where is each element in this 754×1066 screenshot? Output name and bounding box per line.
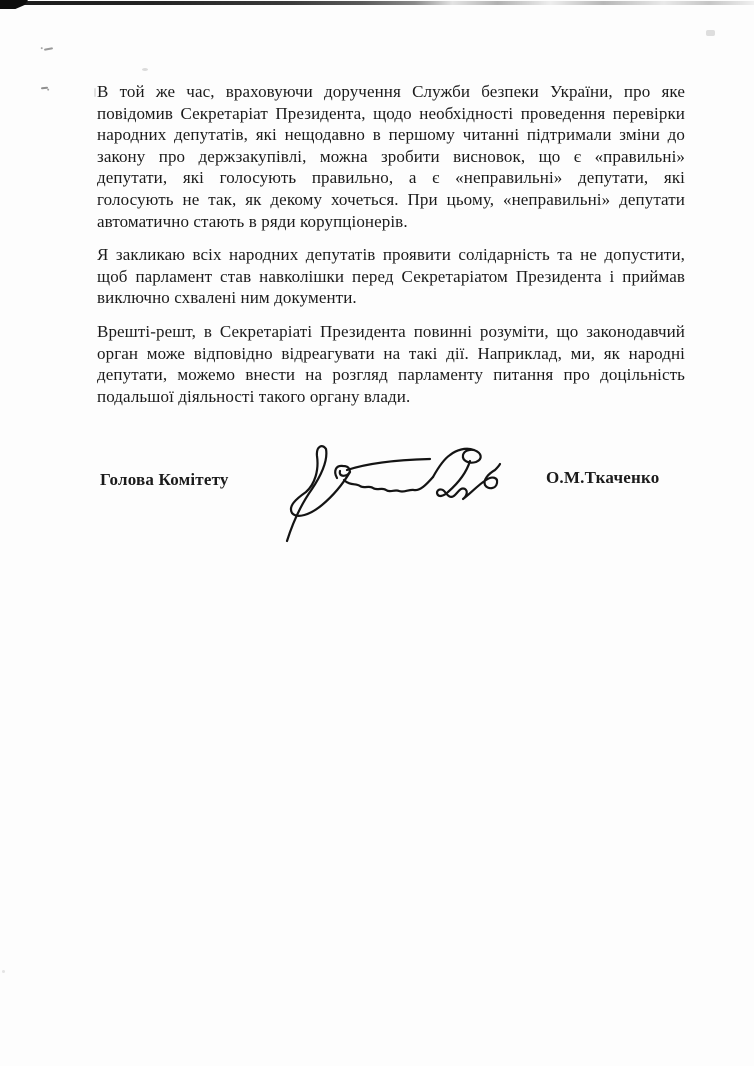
text-line: щоб парламент став навколішки перед Секретаріатом Президента і приймав [97, 266, 685, 286]
signer-name: О.М.Ткаченко [546, 468, 660, 487]
signature-scribble-icon [278, 428, 513, 543]
signer-role-label: Голова Комітету [100, 470, 229, 489]
text-line: В той же час, враховуючи доручення Служби безпеки України, про яке [97, 82, 685, 101]
text-line: Врешті-решт, в Секретаріаті Президента повинні розуміти, що законодавчий [97, 321, 685, 341]
scan-speck [142, 68, 148, 71]
text-line: закону про держзакупівлі, можна зробити висновок, що є «правильні» [97, 146, 685, 166]
paragraph-3 [97, 321, 685, 407]
text-line: подальшої діяльності такого органу влади. [97, 386, 411, 406]
scan-speck [44, 47, 53, 51]
text-line: орган може відповідно відреагувати на такі дії. Наприклад, ми, як народні [97, 343, 685, 363]
scan-speck [94, 88, 96, 97]
text-line: повідомив Секретаріат Президента, щодо необхідності проведення перевірки [97, 103, 685, 123]
text-line: Я закликаю всіх народних депутатів проявити солідарність та не допустити, [97, 245, 685, 265]
text-line: виключно схвалені ним документи. [97, 288, 357, 308]
scan-speck [41, 87, 48, 90]
text-line: народних депутатів, які нещодавно в першому читанні підтримали зміни до [97, 125, 685, 145]
text-line: голосують не так, як декому хочеться. При цьому, «неправильні» депутати [97, 189, 685, 209]
scan-top-edge-artifact [0, 1, 754, 5]
scan-corner-artifact [0, 0, 28, 9]
text-line: депутати, які голосують правильно, а є «неправильні» депутати, які [97, 168, 685, 188]
letter-body [97, 81, 685, 419]
text-line: автоматично стають в ряди корупціонерів. [97, 211, 408, 231]
paragraph-2 [97, 244, 685, 309]
scan-speck [2, 970, 5, 973]
scan-speck [706, 30, 715, 36]
text-line: депутати, можемо внести на розгляд парламенту питання про доцільність [97, 365, 685, 385]
paragraph-1 [97, 81, 685, 232]
